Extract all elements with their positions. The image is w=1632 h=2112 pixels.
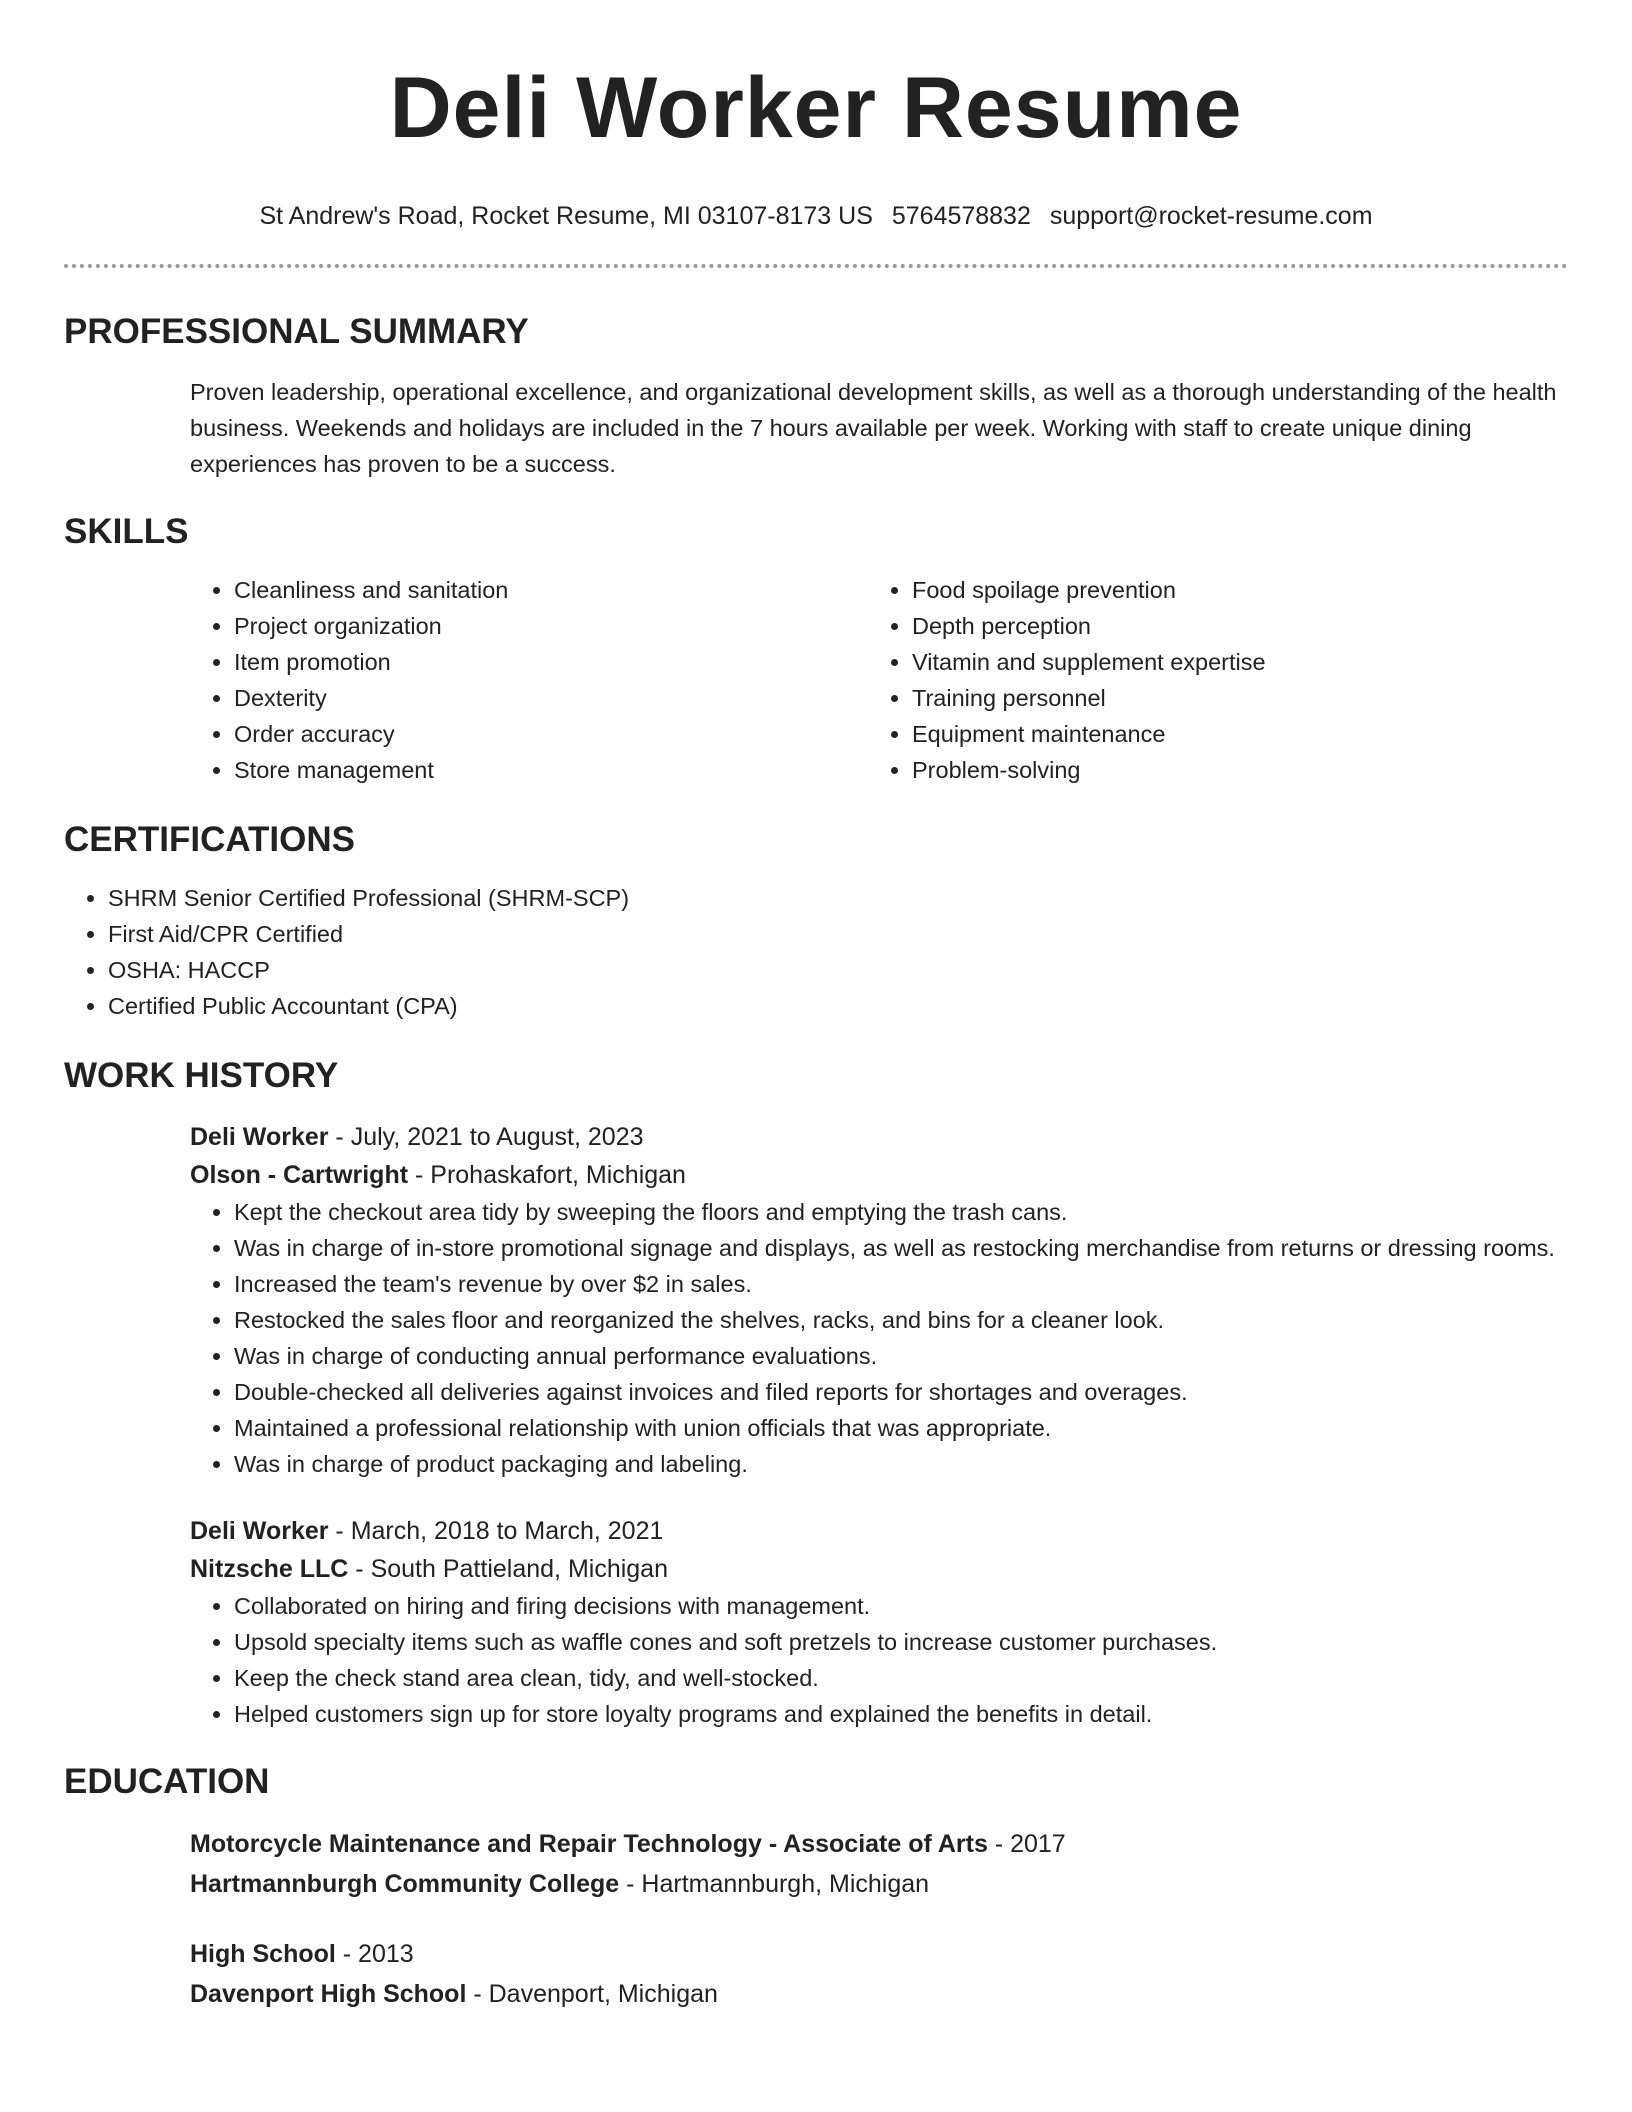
job-location: - Prohaskafort, Michigan — [408, 1161, 686, 1189]
job-bullet: • Was in charge of in-store promotional signage and displays, as well as restocking merchandise from returns or dressing rooms. — [234, 1230, 1568, 1266]
skill-item: • Order accuracy — [234, 716, 868, 752]
education-entry — [190, 1824, 1568, 1904]
skills-column-right — [868, 572, 1546, 788]
skills-grid — [190, 572, 1568, 788]
certification-item: • SHRM Senior Certified Professional (SHRM-SCP) — [108, 880, 1568, 916]
job-bullet: • Helped customers sign up for store loyalty programs and explained the benefits in detail. — [234, 1696, 1568, 1732]
contact-line — [64, 200, 1568, 232]
skill-item: • Project organization — [234, 608, 868, 644]
email: support@rocket-resume.com — [1049, 202, 1373, 230]
job-bullet: • Increased the team's revenue by over $2 in sales. — [234, 1266, 1568, 1302]
education-degree-line — [190, 1934, 1568, 1974]
education-entry — [190, 1934, 1568, 2014]
job-bullet: • Was in charge of product packaging and labeling. — [234, 1446, 1568, 1482]
skill-item: • Problem-solving — [912, 752, 1546, 788]
summary-text: Proven leadership, operational excellence, and organizational development skills, as well as a thorough understanding of the health business. Weekends and holidays are included in the 7 hours available per week. Working with staff to create unique dining experiences has proven to be a success. — [190, 379, 1557, 477]
job-bullet: • Collaborated on hiring and firing decisions with management. — [234, 1588, 1568, 1624]
job-bullets — [190, 1194, 1568, 1482]
job-title: Deli Worker — [190, 1517, 329, 1545]
summary-section — [64, 312, 1568, 482]
skill-item: • Cleanliness and sanitation — [234, 572, 868, 608]
job-bullets — [190, 1588, 1568, 1732]
job-company-line — [190, 1550, 1568, 1588]
education-year: - 2017 — [987, 1830, 1066, 1858]
job-entry — [190, 1512, 1568, 1732]
page-title: Deli Worker Resume — [389, 60, 1243, 156]
section-heading: PROFESSIONAL SUMMARY — [64, 312, 529, 351]
skill-item: • Dexterity — [234, 680, 868, 716]
education-school: Hartmannburgh Community College — [190, 1870, 620, 1898]
job-bullet: • Upsold specialty items such as waffle cones and soft pretzels to increase customer purchases. — [234, 1624, 1568, 1660]
job-bullet: • Kept the checkout area tidy by sweeping the floors and emptying the trash cans. — [234, 1194, 1568, 1230]
skill-item: • Item promotion — [234, 644, 868, 680]
education-location: - Hartmannburgh, Michigan — [619, 1870, 930, 1898]
skill-item: • Store management — [234, 752, 868, 788]
education-school-line — [190, 1864, 1568, 1904]
job-location: - South Pattieland, Michigan — [348, 1555, 668, 1583]
job-company: Nitzsche LLC — [190, 1555, 349, 1583]
job-bullet: • Keep the check stand area clean, tidy, and well-stocked. — [234, 1660, 1568, 1696]
job-dates: - July, 2021 to August, 2023 — [328, 1123, 644, 1151]
job-bullet: • Restocked the sales floor and reorganized the shelves, racks, and bins for a cleaner look. — [234, 1302, 1568, 1338]
certification-item: • First Aid/CPR Certified — [108, 916, 1568, 952]
job-entry — [190, 1118, 1568, 1482]
education-degree-line — [190, 1824, 1568, 1864]
certifications-list — [64, 880, 1568, 1024]
skill-item: • Depth perception — [912, 608, 1546, 644]
job-bullet: • Maintained a professional relationship with union officials that was appropriate. — [234, 1410, 1568, 1446]
education-school: Davenport High School — [190, 1980, 467, 2008]
job-bullet: • Was in charge of conducting annual performance evaluations. — [234, 1338, 1568, 1374]
section-heading: WORK HISTORY — [64, 1056, 339, 1095]
skill-item: • Food spoilage prevention — [912, 572, 1546, 608]
skill-item: • Vitamin and supplement expertise — [912, 644, 1546, 680]
education-degree: High School — [190, 1940, 336, 1968]
phone: 5764578832 — [891, 202, 1031, 230]
education-year: - 2013 — [335, 1940, 414, 1968]
job-dates: - March, 2018 to March, 2021 — [328, 1517, 664, 1545]
job-company: Olson - Cartwright — [190, 1161, 409, 1189]
certification-item: • Certified Public Accountant (CPA) — [108, 988, 1568, 1024]
job-title-line — [190, 1118, 1568, 1156]
certifications-section — [64, 820, 1568, 1024]
work-history-section — [64, 1056, 1568, 1732]
certification-item: • OSHA: HACCP — [108, 952, 1568, 988]
skill-item: • Equipment maintenance — [912, 716, 1546, 752]
job-title-line — [190, 1512, 1568, 1550]
section-heading: CERTIFICATIONS — [64, 820, 356, 859]
job-company-line — [190, 1156, 1568, 1194]
header-divider — [64, 264, 1568, 268]
education-degree: Motorcycle Maintenance and Repair Technology - Associate of Arts — [190, 1830, 988, 1858]
education-school-line — [190, 1974, 1568, 2014]
skills-section — [64, 512, 1568, 788]
address: St Andrew's Road, Rocket Resume, MI 03107-8173 US — [259, 202, 873, 230]
job-title: Deli Worker — [190, 1123, 329, 1151]
education-section — [64, 1762, 1568, 2014]
section-heading: SKILLS — [64, 512, 189, 551]
education-location: - Davenport, Michigan — [466, 1980, 718, 2008]
job-bullet: • Double-checked all deliveries against invoices and filed reports for shortages and overages. — [234, 1374, 1568, 1410]
section-heading: EDUCATION — [64, 1762, 270, 1801]
skill-item: • Training personnel — [912, 680, 1546, 716]
skills-column-left — [190, 572, 868, 788]
